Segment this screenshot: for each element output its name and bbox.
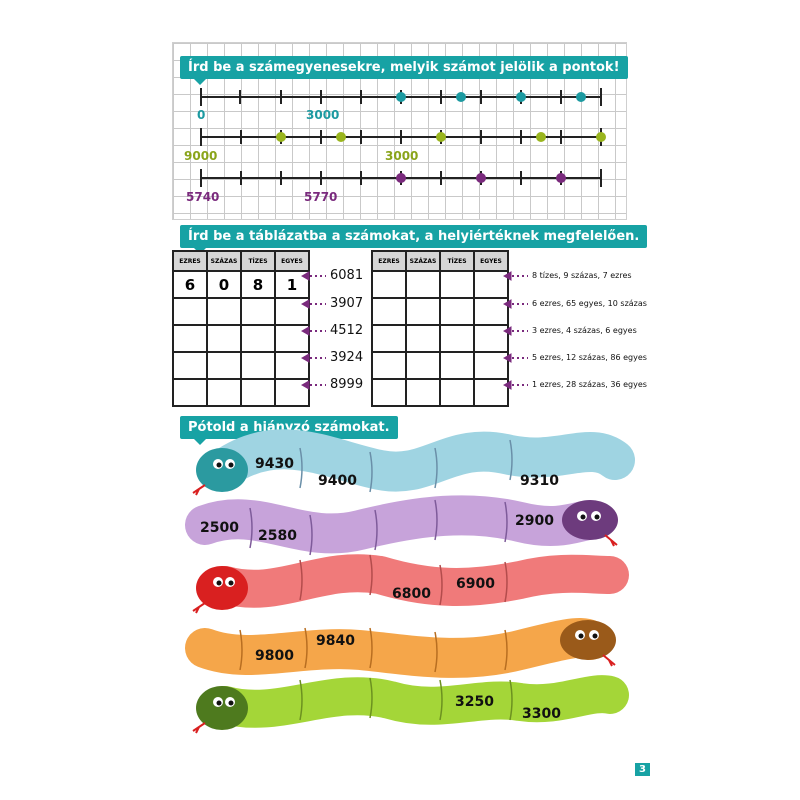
- header-szazas: SZÁZAS: [406, 251, 440, 271]
- header-tizes: TÍZES: [440, 251, 474, 271]
- header-szazas: SZÁZAS: [207, 251, 241, 271]
- description-item: 3 ezres, 4 százas, 6 egyes: [532, 326, 637, 335]
- snake-2: [200, 500, 618, 555]
- snake1-num: 9310: [520, 473, 559, 489]
- snake-4: [205, 620, 616, 672]
- line3-label-mid: 5770: [304, 190, 338, 204]
- snake2-num: 2900: [515, 513, 554, 529]
- header-egyes: EGYES: [275, 251, 309, 271]
- snake3-num: 6900: [456, 576, 495, 592]
- snake2-num: 2580: [258, 528, 297, 544]
- header-ezres: EZRES: [372, 251, 406, 271]
- description-item: 1 ezres, 28 százas, 36 egyes: [532, 380, 647, 389]
- number-item: 4512: [330, 323, 364, 338]
- snake5-num: 3250: [455, 694, 494, 710]
- snake4-num: 9840: [316, 633, 355, 649]
- page-number: 3: [635, 763, 650, 776]
- number-item: 3907: [330, 296, 364, 311]
- description-item: 6 ezres, 65 egyes, 10 százas: [532, 299, 647, 308]
- description-item: 5 ezres, 12 százas, 86 egyes: [532, 353, 647, 362]
- number-item: 8999: [330, 377, 364, 392]
- header-tizes: TÍZES: [241, 251, 275, 271]
- line2-label-start: 9000: [184, 149, 218, 163]
- section1-title: Írd be a számegyenesekre, melyik számot jelölik a pontok!: [180, 56, 628, 79]
- snake-3: [193, 555, 610, 613]
- snake-5: [193, 678, 610, 733]
- snake1-num: 9400: [318, 473, 357, 489]
- line3-label-start: 5740: [186, 190, 220, 204]
- cell[interactable]: 8: [241, 271, 275, 298]
- number-item: 3924: [330, 350, 364, 365]
- cell[interactable]: 6: [173, 271, 207, 298]
- snake1-num: 9430: [255, 456, 294, 472]
- header-egyes: EGYES: [474, 251, 508, 271]
- line1-label-start: 0: [197, 108, 206, 122]
- snake5-num: 3300: [522, 706, 561, 722]
- line1-label-mid: 3000: [306, 108, 340, 122]
- snake4-num: 9800: [255, 648, 294, 664]
- cell[interactable]: 0: [207, 271, 241, 298]
- description-item: 8 tízes, 9 százas, 7 ezres: [532, 271, 632, 280]
- section3-title: Pótold a hiányzó számokat.: [180, 416, 398, 439]
- section2-title: Írd be a táblázatba a számokat, a helyiértéknek megfelelően.: [180, 225, 647, 248]
- snake3-num: 6800: [392, 586, 431, 602]
- number-item: 6081: [330, 268, 364, 283]
- cell[interactable]: 1: [275, 271, 309, 298]
- snake-1: [193, 440, 615, 495]
- snake2-num: 2500: [200, 520, 239, 536]
- line2-label-mid: 3000: [385, 149, 419, 163]
- header-ezres: EZRES: [173, 251, 207, 271]
